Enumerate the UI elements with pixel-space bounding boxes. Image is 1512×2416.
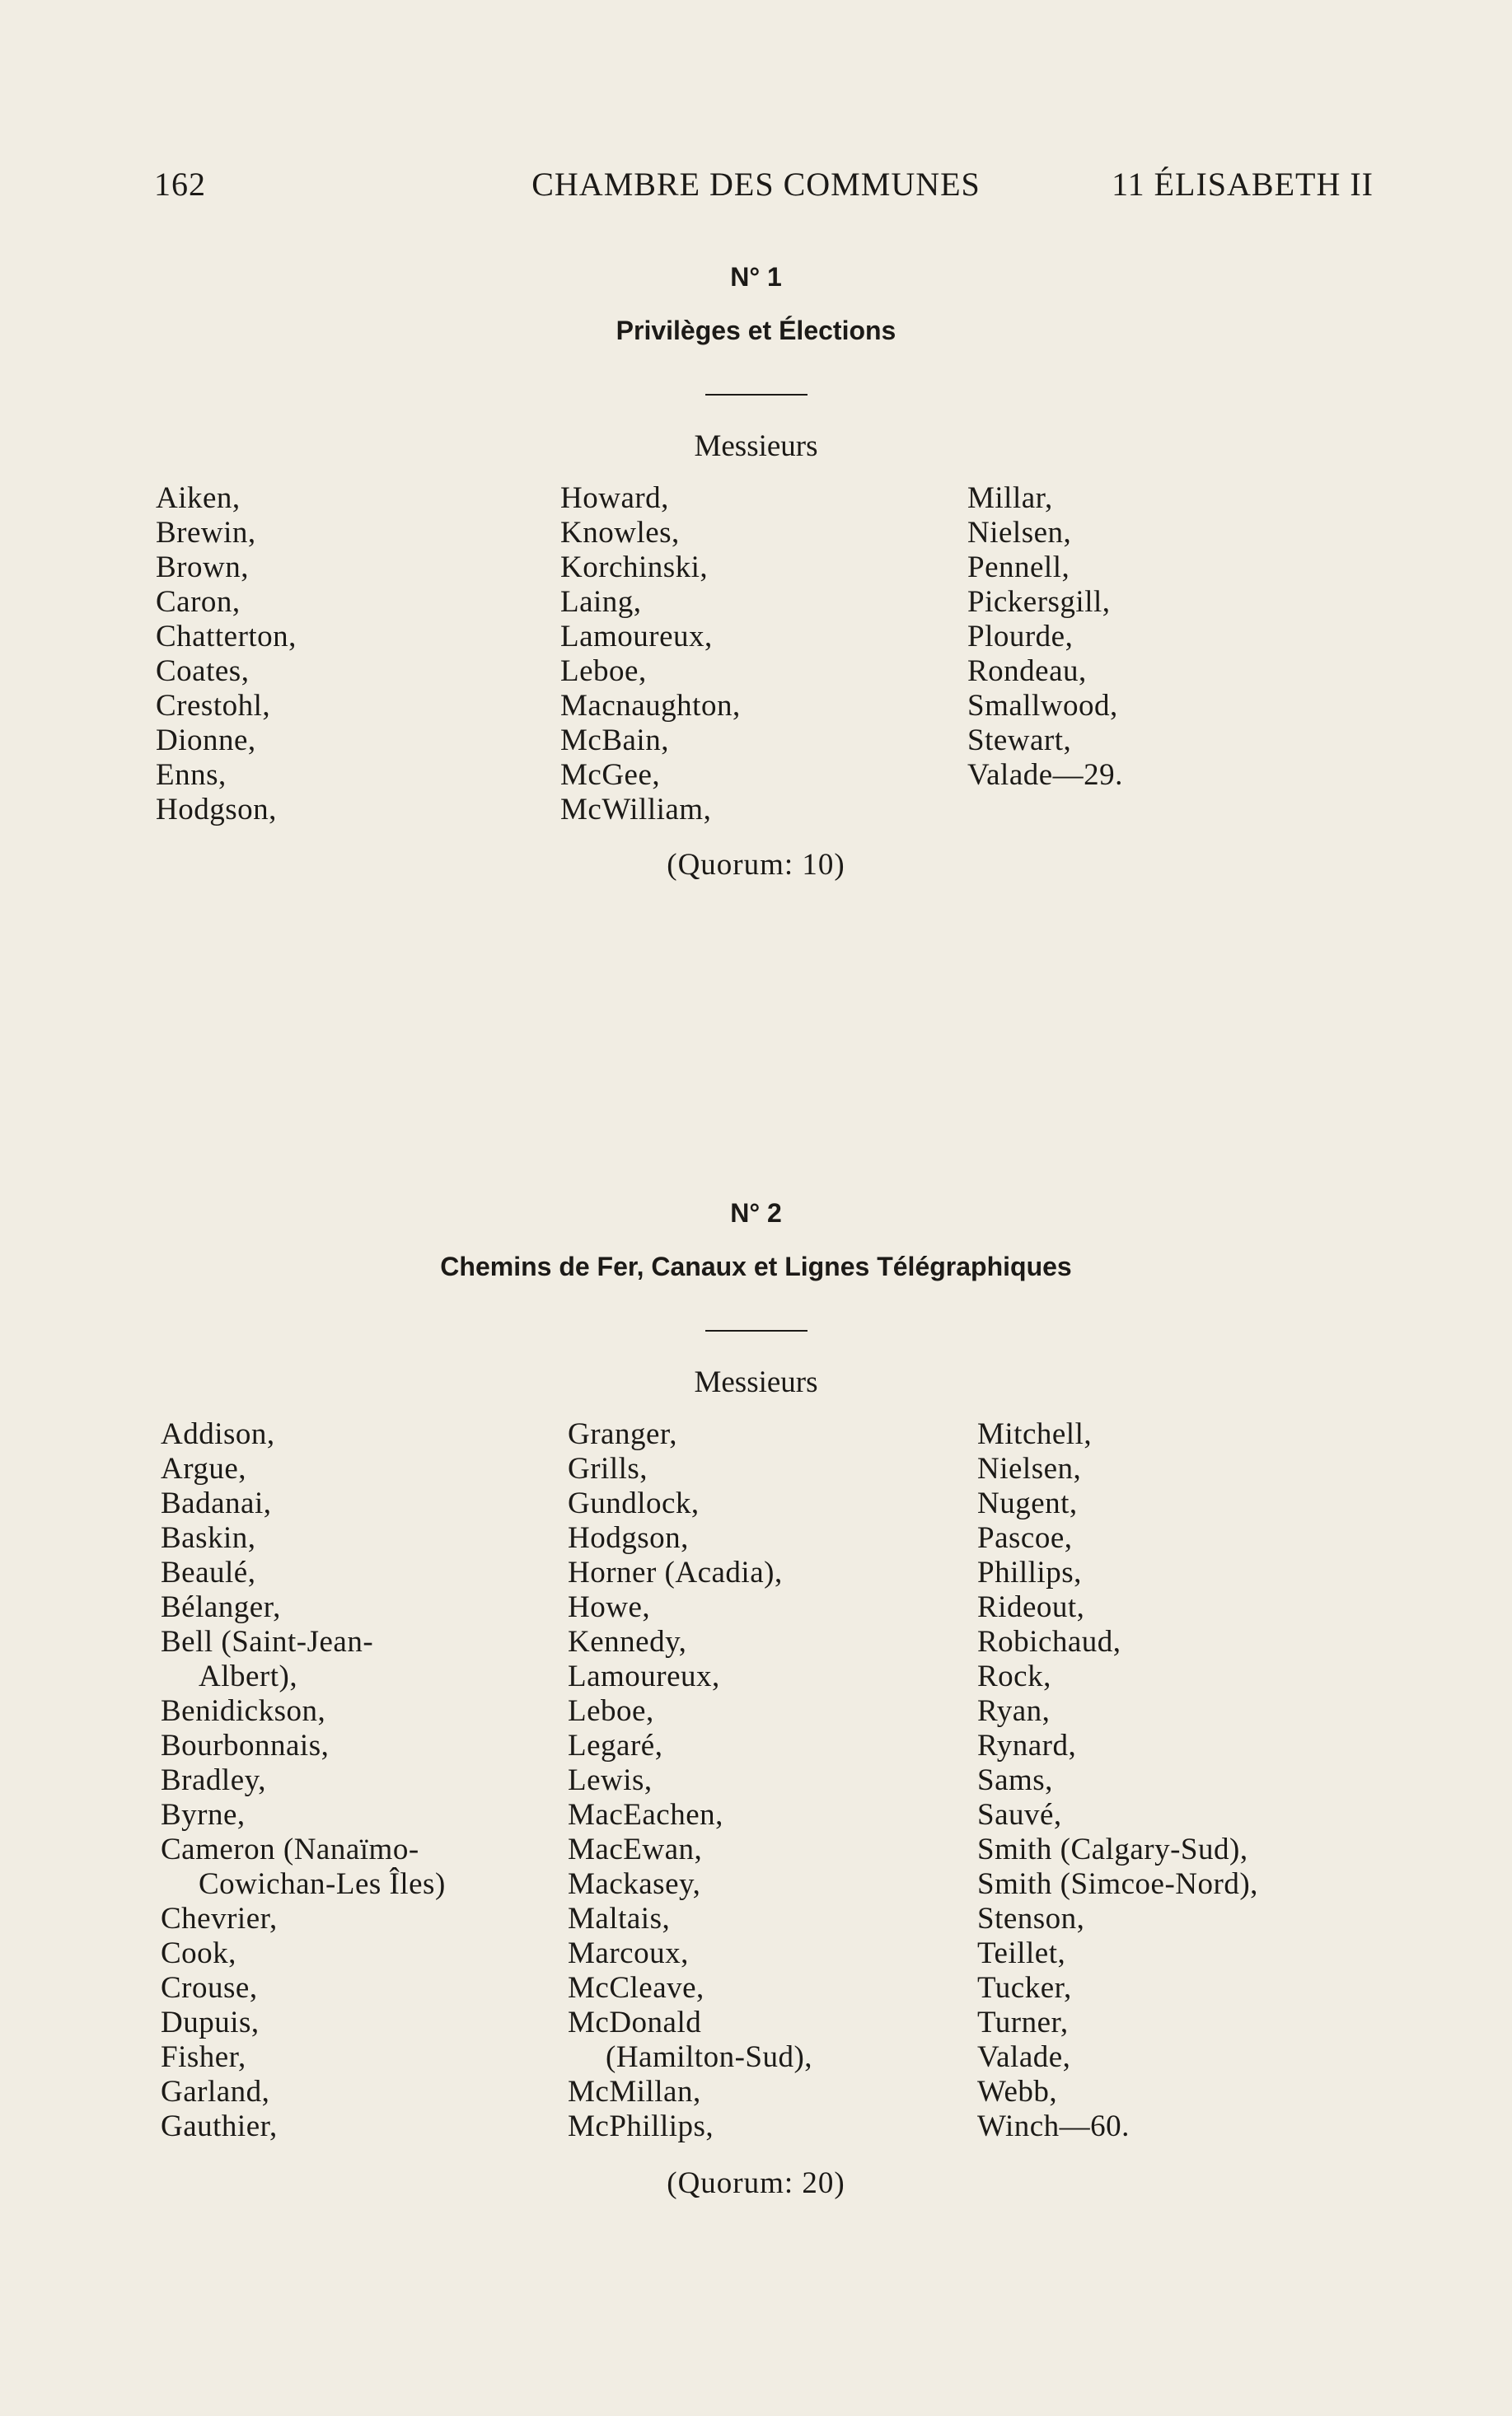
member-name: Sauvé, (977, 1798, 1062, 1832)
member-name: Bell (Saint-Jean- (161, 1625, 374, 1659)
member-name: Crestohl, (156, 689, 271, 723)
member-name: Ryan, (977, 1694, 1051, 1728)
member-name: Knowles, (560, 516, 680, 550)
member-name: Addison, (161, 1417, 275, 1451)
member-name: MacEachen, (568, 1798, 723, 1832)
member-name: McWilliam, (560, 793, 712, 826)
member-name: Smith (Calgary-Sud), (977, 1833, 1248, 1866)
member-name: Millar, (967, 481, 1053, 515)
member-name: Bélanger, (161, 1590, 281, 1624)
member-column-2 (568, 1417, 996, 2144)
member-name: Macnaughton, (560, 689, 741, 723)
member-name: McBain, (560, 723, 669, 757)
member-name: Pennell, (967, 550, 1070, 584)
member-name: Mitchell, (977, 1417, 1093, 1451)
regnal-year: 11 ÉLISABETH II (1112, 166, 1374, 203)
member-name: Phillips, (977, 1556, 1082, 1590)
member-name: Laing, (560, 585, 642, 619)
member-name: Enns, (156, 758, 227, 792)
member-name: Nielsen, (967, 516, 1072, 550)
salutation: Messieurs (694, 429, 818, 463)
member-name: Mackasey, (568, 1867, 701, 1901)
member-name: Benidickson, (161, 1694, 326, 1728)
member-name: Nielsen, (977, 1452, 1082, 1486)
divider-rule (705, 394, 807, 396)
member-name: Maltais, (568, 1902, 671, 1936)
member-name: Coates, (156, 654, 250, 688)
member-name: Teillet, (977, 1936, 1066, 1970)
member-name: McDonald (568, 2006, 702, 2039)
member-name: Korchinski, (560, 550, 709, 584)
member-name: Lamoureux, (568, 1660, 720, 1693)
member-name: Gundlock, (568, 1487, 700, 1520)
member-name: Robichaud, (977, 1625, 1121, 1659)
member-name: Byrne, (161, 1798, 246, 1832)
member-column-1 (161, 1417, 589, 2144)
member-name: Marcoux, (568, 1936, 689, 1970)
member-name: Nugent, (977, 1487, 1078, 1520)
running-title: CHAMBRE DES COMMUNES (531, 166, 981, 203)
member-name: (Hamilton-Sud), (606, 2040, 813, 2074)
member-name: Rynard, (977, 1729, 1077, 1763)
member-name: Pickersgill, (967, 585, 1111, 619)
quorum: (Quorum: 20) (667, 2166, 845, 2200)
member-name: Brewin, (156, 516, 256, 550)
member-name: Leboe, (560, 654, 647, 688)
member-name: Garland, (161, 2075, 270, 2109)
member-name: Badanai, (161, 1487, 272, 1520)
member-name: Leboe, (568, 1694, 654, 1728)
member-name: Horner (Acadia), (568, 1556, 783, 1590)
member-name: Howe, (568, 1590, 651, 1624)
committee-title: Chemins de Fer, Canaux et Lignes Télégraphiques (440, 1252, 1072, 1281)
member-name: Tucker, (977, 1971, 1072, 2005)
member-name: Albert), (199, 1660, 298, 1693)
page-header (0, 165, 1512, 214)
member-column-1 (156, 481, 584, 827)
member-name: McGee, (560, 758, 661, 792)
committee-1 (0, 262, 1512, 464)
member-name: Sams, (977, 1763, 1053, 1797)
member-name: Crouse, (161, 1971, 258, 2005)
member-name: Legaré, (568, 1729, 663, 1763)
member-name: Valade, (977, 2040, 1071, 2074)
member-name: Stenson, (977, 1902, 1085, 1936)
member-name: Gauthier, (161, 2109, 278, 2143)
member-name: Turner, (977, 2006, 1069, 2039)
member-name: Aiken, (156, 481, 241, 515)
member-name: Dionne, (156, 723, 256, 757)
committee-title: Privilèges et Élections (616, 316, 896, 345)
page-number: 162 (154, 166, 206, 203)
member-name: Howard, (560, 481, 669, 515)
member-name: Baskin, (161, 1521, 256, 1555)
member-name: Cowichan-Les Îles) (199, 1867, 446, 1901)
committee-number: N° 1 (730, 262, 782, 292)
member-name: Webb, (977, 2075, 1058, 2109)
quorum: (Quorum: 10) (667, 848, 845, 882)
member-name: Bourbonnais, (161, 1729, 330, 1763)
member-name: Plourde, (967, 620, 1074, 653)
member-name: Smith (Simcoe-Nord), (977, 1867, 1258, 1901)
member-name: Argue, (161, 1452, 247, 1486)
member-name: Caron, (156, 585, 241, 619)
member-name: Dupuis, (161, 2006, 260, 2039)
member-name: Hodgson, (568, 1521, 689, 1555)
member-name: Brown, (156, 550, 249, 584)
member-name: Rideout, (977, 1590, 1085, 1624)
member-name: Fisher, (161, 2040, 246, 2074)
member-name: Hodgson, (156, 793, 277, 826)
member-name: Bradley, (161, 1763, 266, 1797)
member-name: Beaulé, (161, 1556, 256, 1590)
member-name: Pascoe, (977, 1521, 1073, 1555)
member-name: Stewart, (967, 723, 1072, 757)
member-name: Cameron (Nanaïmo- (161, 1833, 419, 1866)
member-name: McPhillips, (568, 2109, 714, 2143)
member-name: Chatterton, (156, 620, 297, 653)
member-name: Kennedy, (568, 1625, 687, 1659)
committee-2 (0, 1198, 1512, 1400)
member-name: Rock, (977, 1660, 1051, 1693)
member-name: Lamoureux, (560, 620, 713, 653)
member-name: Granger, (568, 1417, 677, 1451)
salutation: Messieurs (694, 1365, 818, 1399)
member-column-3 (977, 1417, 1406, 2144)
member-name: Winch—60. (977, 2109, 1130, 2143)
member-column-3 (967, 481, 1396, 793)
member-name: Lewis, (568, 1763, 653, 1797)
member-name: McCleave, (568, 1971, 705, 2005)
member-name: Chevrier, (161, 1902, 278, 1936)
member-name: Valade—29. (967, 758, 1123, 792)
member-name: Cook, (161, 1936, 236, 1970)
member-column-2 (560, 481, 989, 827)
member-name: McMillan, (568, 2075, 701, 2109)
committee-number: N° 2 (730, 1198, 782, 1228)
member-name: MacEwan, (568, 1833, 703, 1866)
divider-rule (705, 1330, 807, 1332)
member-name: Rondeau, (967, 654, 1087, 688)
member-name: Grills, (568, 1452, 648, 1486)
member-name: Smallwood, (967, 689, 1118, 723)
